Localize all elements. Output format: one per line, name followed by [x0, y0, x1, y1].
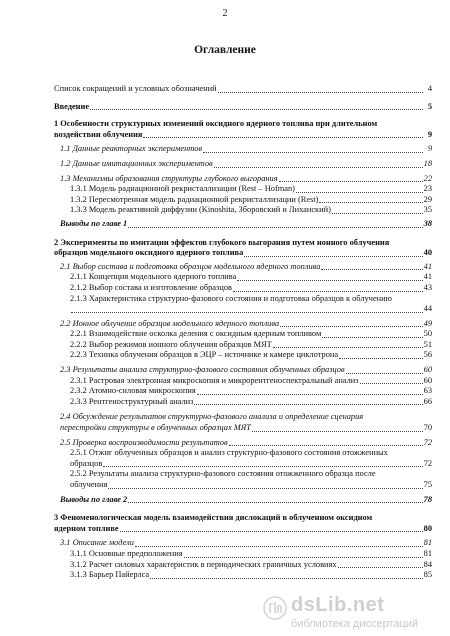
leader-dots [279, 181, 423, 182]
toc-page-number: 9 [427, 144, 432, 154]
toc-page-number: 41 [423, 261, 432, 271]
toc-entry-title-line2: образцов модельного оксидного ядерного топлива [54, 248, 244, 258]
leader-dots [194, 404, 422, 405]
toc-entry[interactable] [54, 272, 432, 283]
toc-entry[interactable] [54, 102, 432, 113]
toc-entry[interactable] [54, 549, 432, 560]
toc-entry[interactable] [54, 340, 432, 351]
leader-dots [229, 445, 423, 446]
toc-entry[interactable] [54, 350, 432, 361]
toc-page-number: 66 [423, 396, 432, 406]
toc-entry-title-line1: 2.5.1 Отжиг облученных образцов и анализ структурно-фазового состояния отожженных [70, 448, 388, 458]
toc-entry[interactable] [54, 283, 432, 294]
leader-dots [346, 373, 423, 374]
toc-entry[interactable] [54, 144, 432, 155]
toc-entry-title: 3.1.3 Барьер Пайерлса [70, 570, 150, 580]
toc-entry-title: 2.3 Результаты анализа структурно-фазового состояния облученных образцов [60, 365, 345, 375]
toc-entry-title: 2.1.2 Выбор состава и изготовление образцов [70, 282, 232, 292]
toc-page-number: 4 [427, 84, 432, 93]
toc-entry[interactable] [54, 329, 432, 340]
leader-dots [214, 167, 423, 168]
leader-dots [280, 326, 422, 327]
toc-entry-title: 3.1 Описание модели [60, 538, 134, 548]
leader-dots [319, 202, 422, 203]
toc-entry-title: 2.3.1 Растровая электронная микроскопия и микрорентгеноспектральный анализ [70, 375, 359, 385]
leader-dots [128, 502, 422, 503]
toc-page-number: 5 [427, 101, 432, 111]
leader-dots [252, 431, 423, 432]
leader-dots [244, 256, 422, 257]
toc-entry-title-line1: 2.4 Обсуждение результатов структурно-фазового анализа и определение сценария [60, 412, 364, 422]
toc-entry-title: Список сокращений и условных обозначений [54, 84, 217, 93]
toc-entry[interactable] [54, 513, 432, 534]
leader-dots [120, 531, 423, 532]
toc-entry[interactable] [54, 195, 432, 206]
leader-dots [135, 546, 423, 547]
toc-page-number: 40 [423, 248, 432, 258]
leader-dots [321, 269, 422, 270]
toc-entry-title: 1.3.1 Модель радиационной рекристаллизации (Rest – Hofman) [70, 184, 295, 194]
toc-entry-title-line1: 2.1.3 Характеристика структурно-фазового состояния и подготовка образцов к облучению [70, 293, 392, 303]
toc-page-number: 84 [423, 559, 432, 569]
leader-dots [360, 383, 423, 384]
toc-page-number: 80 [423, 523, 432, 533]
toc-entry-title: 1.3.2 Пересмотренная модель радиационной рекристаллизации (Rest) [70, 194, 319, 204]
toc-entry[interactable] [54, 365, 432, 376]
toc-entry-title-line2: образцов [70, 458, 103, 468]
toc-page-number: 75 [423, 480, 432, 489]
toc-entry-title: 1.1 Данные реакторных экспериментов [60, 144, 203, 154]
leader-dots [218, 92, 423, 93]
toc-page-number: 22 [423, 173, 432, 183]
toc-entry[interactable] [54, 238, 432, 259]
toc-entry-title: 2.2 Ионное облучение образцов модельного ядерного топлива [60, 318, 280, 328]
toc-entry[interactable] [54, 159, 432, 170]
toc-entry[interactable] [54, 570, 432, 581]
toc-entry-title: 1.2 Данные имитационных экспериментов [60, 158, 213, 168]
toc-entry-title-line1: 3 Феноменологическая модель взаимодействия дислокаций в облученном оксидном [54, 513, 373, 523]
toc-entry-title: Введение [54, 101, 90, 111]
table-of-contents [54, 84, 432, 581]
toc-page-number: 18 [423, 158, 432, 168]
toc-entry[interactable] [54, 174, 432, 185]
toc-entry[interactable] [54, 438, 432, 449]
leader-dots [233, 291, 423, 292]
toc-entry-title: 2.2.1 Взаимодействие осколка деления с оксидным ядерным топливом [70, 329, 322, 339]
toc-entry[interactable] [54, 560, 432, 571]
leader-dots [237, 280, 422, 281]
leader-dots [332, 213, 423, 214]
leader-dots [296, 192, 423, 193]
toc-entry-title: 2.3.3 Рентгеноструктурный анализ [70, 396, 194, 406]
toc-entry[interactable] [54, 495, 432, 506]
toc-page-number: 50 [423, 329, 432, 339]
toc-entry[interactable] [54, 84, 432, 95]
toc-entry[interactable] [54, 119, 432, 140]
toc-entry-title: 3.1.1 Основные предположения [70, 548, 183, 558]
watermark-subtitle: библиотека диссертаций [291, 618, 419, 630]
toc-page-number: 72 [423, 458, 432, 468]
toc-entry-title: 2.2.2 Выбор режимов ионного облучения образцов МЯТ [70, 339, 272, 349]
toc-entry[interactable] [54, 397, 432, 408]
leader-dots [103, 466, 422, 467]
leader-dots [338, 567, 423, 568]
toc-entry-title: 2.3.2 Атомно-силовая микроскопия [70, 386, 196, 396]
toc-entry-title-line2: воздействии облучения [54, 129, 143, 139]
toc-entry-title-line2: перестройки структуры в облученных образцах МЯТ [60, 423, 251, 433]
toc-entry[interactable] [54, 205, 432, 216]
toc-entry-title: 1.3.3 Модель реактивной диффузии (Kinoshita, Зборовский и Лиханский) [70, 205, 331, 215]
toc-entry[interactable] [54, 294, 432, 315]
leader-dots [108, 488, 422, 489]
leader-dots [150, 578, 422, 579]
toc-page-number: 60 [423, 375, 432, 385]
toc-entry-title-line1: 2 Эксперименты по имитации эффектов глубокого выгорания путем ионного облучения [54, 237, 390, 247]
toc-entry[interactable] [54, 184, 432, 195]
leader-dots [184, 557, 423, 558]
toc-page-number: 35 [423, 205, 432, 215]
toc-page-number: 38 [423, 218, 432, 228]
toc-page-number: 56 [423, 350, 432, 360]
leader-dots [71, 312, 423, 313]
toc-entry-title-line2: ядерном топливе [54, 523, 119, 533]
leader-dots [90, 109, 423, 110]
toc-entry-title: 2.5 Проверка воспроизводимости результатов [60, 437, 228, 447]
toc-page-number: 23 [423, 184, 432, 194]
toc-entry[interactable] [54, 219, 432, 230]
leader-dots [128, 227, 422, 228]
toc-entry-title: Выводы по главе 1 [60, 218, 128, 228]
dslib-watermark [263, 596, 450, 634]
leader-dots [197, 394, 423, 395]
leader-dots [273, 347, 423, 348]
toc-entry[interactable] [54, 262, 432, 273]
toc-entry-title: 3.1.2 Расчет силовых характеристик в периодических граничных условиях [70, 559, 337, 569]
toc-page-number: 70 [423, 423, 432, 433]
page-number: 2 [222, 8, 228, 19]
toc-entry[interactable] [54, 376, 432, 387]
toc-page-number: 44 [423, 304, 432, 314]
toc-entry-title-line1: 2.5.2 Результаты анализа структурно-фазового состояния отожженного образца после [70, 469, 376, 479]
watermark-title: dsLib.net [291, 594, 385, 616]
toc-page-number: 72 [423, 437, 432, 447]
toc-entry[interactable] [54, 386, 432, 397]
toc-entry[interactable] [54, 319, 432, 330]
toc-page-number: 85 [423, 570, 432, 580]
toc-title: Оглавление [194, 44, 256, 56]
toc-page-number: 29 [423, 194, 432, 204]
leader-dots [143, 137, 423, 138]
toc-page-number: 63 [423, 386, 432, 396]
toc-entry[interactable] [54, 412, 432, 433]
toc-entry-title-line1: 1 Особенности структурных изменений оксидного ядерного топлива при длительном [54, 119, 378, 129]
toc-page-number: 51 [423, 339, 432, 349]
toc-entry-title-line2: облучения [70, 480, 108, 489]
toc-page-number: 49 [423, 318, 432, 328]
toc-entry-title: 2.1 Выбор состава и подготовка образцов модельного ядерного топлива [60, 261, 321, 271]
leader-dots [339, 358, 423, 359]
toc-page-number: 43 [423, 282, 432, 292]
toc-page-number: 78 [423, 494, 432, 504]
toc-entry-title: 1.3 Механизмы образования структуры глубокого выгорания [60, 173, 278, 183]
toc-entry[interactable] [54, 469, 432, 490]
toc-page-number: 81 [423, 548, 432, 558]
leader-dots [322, 337, 422, 338]
leader-dots [203, 152, 423, 153]
toc-entry-title: 2.2.3 Техника облучения образцов в ЭЦР – источнике и камере циклотрона [70, 350, 339, 360]
toc-entry-title: 2.1.1 Концепция модельного ядерного топлива [70, 272, 237, 282]
toc-page-number: 60 [423, 365, 432, 375]
toc-entry-title: Выводы по главе 2 [60, 494, 128, 504]
toc-entry[interactable] [54, 538, 432, 549]
toc-page-number: 9 [427, 129, 432, 139]
toc-page-number: 41 [423, 272, 432, 282]
toc-entry[interactable] [54, 448, 432, 469]
toc-page-number: 81 [423, 538, 432, 548]
dslib-logo-icon [263, 596, 287, 620]
